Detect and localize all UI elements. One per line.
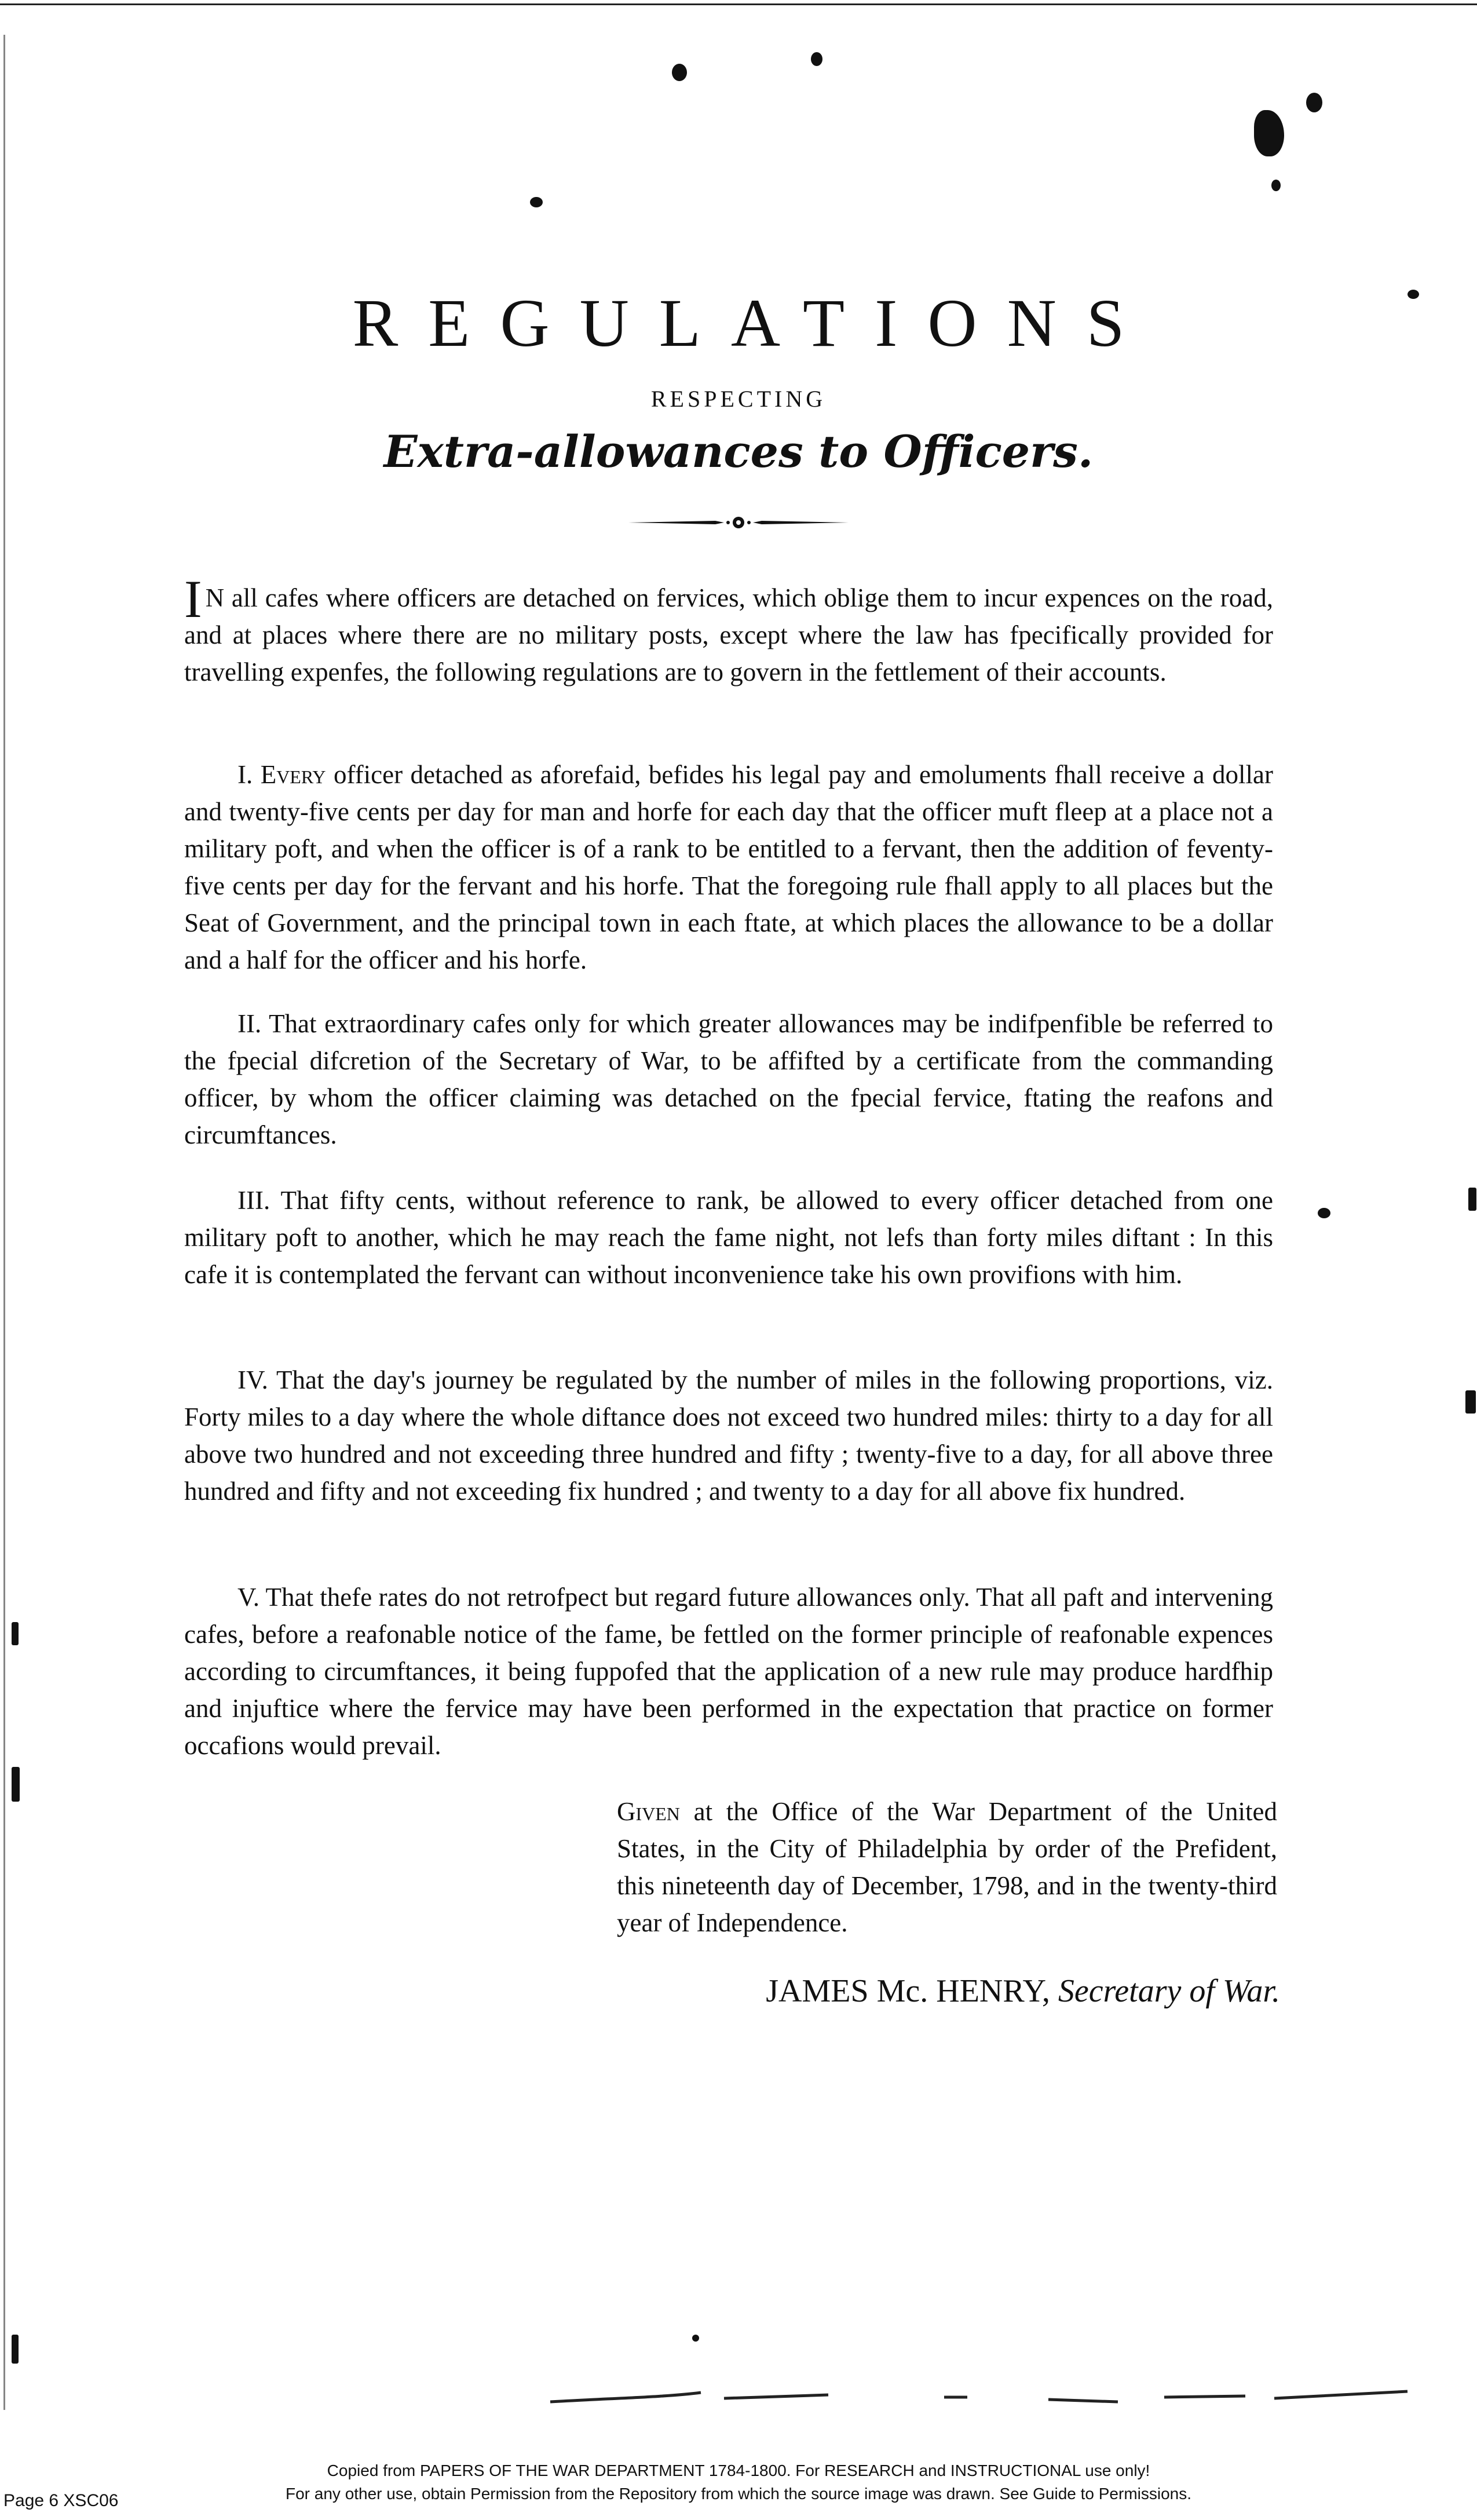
copyright-line-1: Copied from PAPERS OF THE WAR DEPARTMENT 1784-1800. For RESEARCH and INSTRUCTIONAL use only! bbox=[327, 2461, 1150, 2479]
scan-speck bbox=[692, 2335, 699, 2342]
given-text: at the Office of the War Department of the United States, in the City of Philadelphia by order of the Prefident, this nineteenth day of December, 1798, and in the twenty-third year of Independence. bbox=[617, 1797, 1277, 1937]
document-subtitle: RESPECTING bbox=[650, 386, 827, 412]
paragraph-numeral: V. bbox=[237, 1583, 259, 1612]
scan-speck bbox=[530, 197, 543, 207]
scan-speck bbox=[1468, 1188, 1476, 1211]
regulation-paragraph bbox=[184, 756, 1273, 978]
copyright-line-2: For any other use, obtain Permission from the Repository from which the source image was drawn. See Guide to Permissions. bbox=[285, 2485, 1192, 2503]
copyright-notice bbox=[0, 2459, 1477, 2506]
given-clause bbox=[617, 1793, 1277, 1941]
document-heading: Extra-allowances to Officers. bbox=[383, 426, 1094, 477]
scan-speck bbox=[811, 52, 822, 66]
page-label: Page 6 XSC06 bbox=[3, 2491, 119, 2510]
signature bbox=[701, 1973, 1280, 2010]
scan-speck bbox=[672, 64, 687, 81]
paragraph-numeral: II. bbox=[237, 1009, 262, 1038]
regulation-paragraph bbox=[184, 1579, 1273, 1764]
paragraph-text: officer detached as aforefaid, befides his legal pay and emoluments fhall receive a dollar and twenty-five cents per day for man and horfe for each day that the officer muft fleep at a place not a military poft, and when the officer is of a rank to be entitled to a fervant, then the addition of feventy-five cents per day for the fervant and his horfe. That the foregoing rule fhall apply to all places but the Seat of Government, and the principal town in each ftate, at which places the allowance to be a dollar and a half for the officer and his horfe. bbox=[184, 760, 1274, 974]
paragraph-text: That the day's journey be regulated by the number of miles in the following proportions, viz. Forty miles to a day where the whole diftance does not exceed two hundred miles: thirty to a day for all above two hundred and not exceeding three hundred and fifty ; twenty-five to a day, for all above three hundred and fifty and not exceeding fix hundred ; and twenty to a day for all above fix hundred. bbox=[184, 1365, 1273, 1506]
scan-speck bbox=[1271, 180, 1281, 191]
regulation-paragraph bbox=[184, 1182, 1273, 1293]
intro-paragraph bbox=[184, 569, 1273, 691]
paragraph-numeral: IV. bbox=[237, 1365, 268, 1394]
intro-text: N all cafes where officers are detached on fervices, which oblige them to incur expences on the road, and at places where there are no military posts, except where the law has fpecifically provided for travelling expenfes, the following regulations are to govern in the fettlement of their accounts. bbox=[184, 583, 1273, 686]
paragraph-text: That fifty cents, without reference to rank, be allowed to every officer detached from one military poft to another, which he may reach the fame night, not lefs than forty miles diftant : In this cafe it is contemplated the fervant can without inconvenience take his own provifions with him. bbox=[184, 1186, 1273, 1289]
given-lead: Given bbox=[617, 1797, 680, 1826]
scan-speck bbox=[1318, 1208, 1330, 1218]
regulation-paragraph bbox=[184, 1005, 1273, 1153]
scan-speck bbox=[1306, 93, 1322, 112]
intro-dropcap: I bbox=[184, 569, 202, 629]
scan-speck bbox=[12, 1622, 19, 1645]
signature-role: Secretary of War. bbox=[1058, 1973, 1280, 2009]
paragraph-lead: Every bbox=[260, 760, 326, 789]
scan-smudge-line bbox=[145, 2381, 1419, 2416]
signature-name: JAMES Mc. HENRY, bbox=[766, 1973, 1050, 2009]
ornament-divider bbox=[623, 516, 854, 529]
scan-speck bbox=[12, 1767, 20, 1802]
paragraph-numeral: I. bbox=[237, 760, 253, 789]
scan-speck bbox=[12, 2335, 19, 2364]
scan-speck bbox=[1465, 1390, 1476, 1414]
scan-top-edge bbox=[0, 3, 1477, 5]
document-title: REGULATIONS bbox=[352, 285, 1155, 361]
regulation-paragraph bbox=[184, 1361, 1273, 1510]
paragraph-text: That thefe rates do not retrofpect but regard future allowances only. That all paft and intervening cafes, before a reafonable notice of the fame, be fettled on the former principle of reafonable expences according to circumftances, it being fuppofed that the application of a new rule may produce hardfhip and injuftice where the fervice may have been performed in the expectation that practice on former occafions would prevail. bbox=[184, 1583, 1274, 1760]
scan-speck bbox=[1254, 110, 1284, 156]
paragraph-numeral: III. bbox=[237, 1186, 270, 1215]
paragraph-text: That extraordinary cafes only for which greater allowances may be indifpenfible be referred to the fpecial difcretion of the Secretary of War, to be affifted by a certificate from the commanding officer, by whom the officer claiming was detached on the fpecial fervice, ftating the reafons and circumftances. bbox=[184, 1009, 1274, 1149]
